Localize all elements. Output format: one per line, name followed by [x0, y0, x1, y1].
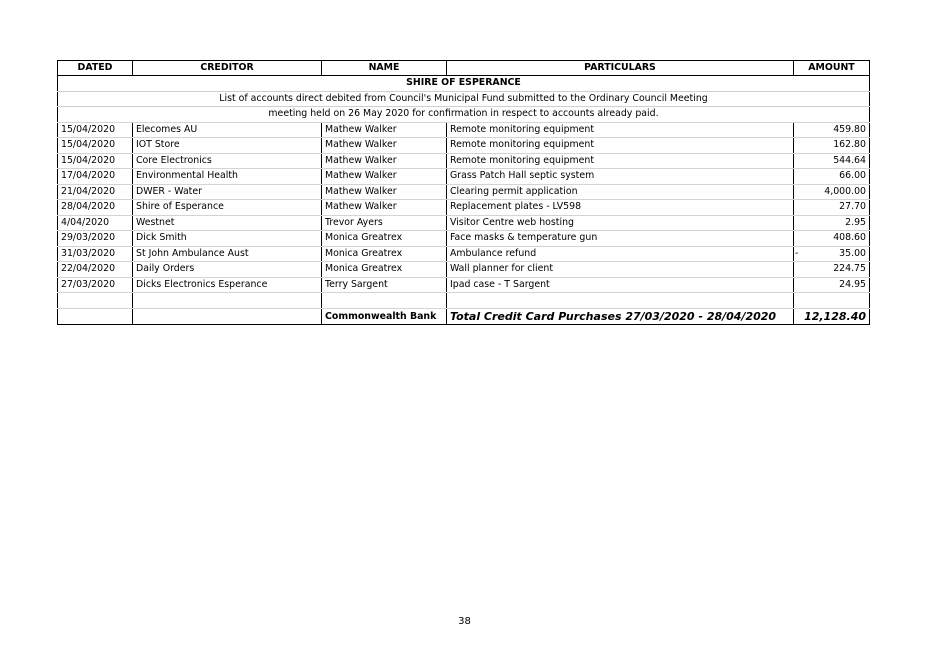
header-line1-row: [58, 91, 870, 107]
cell-name: Mathew Walker: [322, 184, 447, 200]
total-bank-name: Commonwealth Bank: [322, 309, 447, 325]
cell-particulars: Grass Patch Hall septic system: [447, 169, 794, 185]
blank-cell: [58, 309, 133, 325]
cell-dated: 22/04/2020: [58, 262, 133, 278]
table-row: [58, 184, 870, 200]
cell-creditor: Dicks Electronics Esperance: [133, 277, 322, 293]
cell-dated: 17/04/2020: [58, 169, 133, 185]
cell-name: Mathew Walker: [322, 153, 447, 169]
cell-creditor: IOT Store: [133, 138, 322, 154]
blank-row: [58, 293, 870, 309]
cell-dated: 27/03/2020: [58, 277, 133, 293]
cell-particulars: Remote monitoring equipment: [447, 122, 794, 138]
cell-amount: 162.80: [794, 138, 870, 154]
cell-particulars: Clearing permit application: [447, 184, 794, 200]
header-organisation-row: [58, 76, 870, 92]
organisation-title: SHIRE OF ESPERANCE: [58, 76, 870, 92]
amount-value: 35.00: [839, 247, 866, 259]
cell-amount: 66.00: [794, 169, 870, 185]
cell-creditor: DWER - Water: [133, 184, 322, 200]
total-amount: 12,128.40: [794, 309, 870, 325]
cell-dated: 28/04/2020: [58, 200, 133, 216]
table-row: [58, 277, 870, 293]
cell-particulars: Ipad case - T Sargent: [447, 277, 794, 293]
table-row: [58, 169, 870, 185]
cell-creditor: St John Ambulance Aust: [133, 246, 322, 262]
cell-amount: 459.80: [794, 122, 870, 138]
cell-particulars: Face masks & temperature gun: [447, 231, 794, 247]
blank-cell: [322, 293, 447, 309]
cell-creditor: Elecomes AU: [133, 122, 322, 138]
cell-name: Terry Sargent: [322, 277, 447, 293]
cell-name: Mathew Walker: [322, 122, 447, 138]
column-header-creditor: CREDITOR: [133, 61, 322, 76]
total-row: [58, 309, 870, 325]
report-description-line2: meeting held on 26 May 2020 for confirmation in respect to accounts already paid.: [58, 107, 870, 123]
cell-dated: 31/03/2020: [58, 246, 133, 262]
table-row: [58, 138, 870, 154]
table-row: [58, 215, 870, 231]
cell-particulars: Visitor Centre web hosting: [447, 215, 794, 231]
table-row: [58, 246, 870, 262]
cell-amount: 544.64: [794, 153, 870, 169]
table-row: [58, 122, 870, 138]
cell-amount: 4,000.00: [794, 184, 870, 200]
cell-creditor: Daily Orders: [133, 262, 322, 278]
cell-amount: 27.70: [794, 200, 870, 216]
cell-particulars: Remote monitoring equipment: [447, 153, 794, 169]
report-description-line1: List of accounts direct debited from Council's Municipal Fund submitted to the Ordinary Council Meeting: [58, 91, 870, 107]
cell-name: Mathew Walker: [322, 200, 447, 216]
table-row: [58, 262, 870, 278]
cell-name: Monica Greatrex: [322, 246, 447, 262]
blank-cell: [447, 293, 794, 309]
cell-dated: 15/04/2020: [58, 122, 133, 138]
blank-cell: [58, 293, 133, 309]
total-label: Total Credit Card Purchases 27/03/2020 - 28/04/2020: [447, 309, 794, 325]
blank-cell: [133, 309, 322, 325]
cell-amount: 408.60: [794, 231, 870, 247]
cell-name: Trevor Ayers: [322, 215, 447, 231]
cell-creditor: Environmental Health: [133, 169, 322, 185]
column-header-row: [58, 61, 870, 76]
table-row: [58, 231, 870, 247]
column-header-amount: AMOUNT: [794, 61, 870, 76]
column-header-particulars: PARTICULARS: [447, 61, 794, 76]
cell-particulars: Ambulance refund: [447, 246, 794, 262]
cell-dated: 29/03/2020: [58, 231, 133, 247]
cell-name: Monica Greatrex: [322, 262, 447, 278]
cell-particulars: Wall planner for client: [447, 262, 794, 278]
table-row: [58, 153, 870, 169]
table-row: [58, 200, 870, 216]
column-header-dated: DATED: [58, 61, 133, 76]
cell-creditor: Core Electronics: [133, 153, 322, 169]
header-line2-row: [58, 107, 870, 123]
table-body: [58, 122, 870, 325]
cell-amount: 24.95: [794, 277, 870, 293]
cell-creditor: Shire of Esperance: [133, 200, 322, 216]
column-header-name: NAME: [322, 61, 447, 76]
blank-cell: [133, 293, 322, 309]
cell-creditor: Dick Smith: [133, 231, 322, 247]
cell-dated: 4/04/2020: [58, 215, 133, 231]
cell-particulars: Remote monitoring equipment: [447, 138, 794, 154]
page-number: 38: [458, 616, 471, 627]
cell-dated: 21/04/2020: [58, 184, 133, 200]
cell-dated: 15/04/2020: [58, 153, 133, 169]
cell-particulars: Replacement plates - LV598: [447, 200, 794, 216]
cell-amount: 224.75: [794, 262, 870, 278]
cell-creditor: Westnet: [133, 215, 322, 231]
cell-name: Mathew Walker: [322, 169, 447, 185]
accounts-table: [57, 60, 870, 325]
cell-name: Mathew Walker: [322, 138, 447, 154]
cell-amount: 2.95: [794, 215, 870, 231]
cell-name: Monica Greatrex: [322, 231, 447, 247]
negative-sign: -: [795, 247, 799, 259]
cell-dated: 15/04/2020: [58, 138, 133, 154]
blank-cell: [794, 293, 870, 309]
cell-amount: [794, 246, 870, 262]
